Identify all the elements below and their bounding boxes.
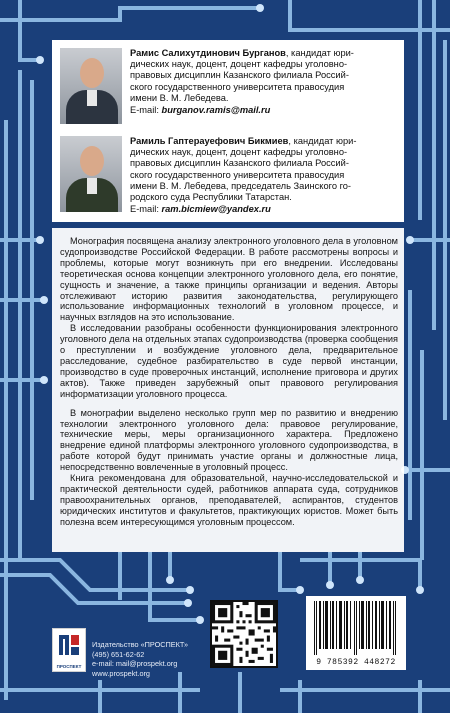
- annotation-paragraph: Книга рекомендована для образовательной, научно-исследовательской и практической деятельности судей, работников аппарата суда, сотрудников правоохранительных органов, преподавателей, аспирантов, студентов юридических институтов и факультетов, практикующих юристов. Может быть полезна всем интересующимся уголовным процессом.: [60, 473, 398, 527]
- annotation-paragraph: Монография посвящена анализу электронного уголовного дела в уголовном судопроизводстве Российской Федерации. В работе рассмотрены вопросы и проблемы, которые могут возникнуть при его внедрении. Исследованы теоретическая основа концепции электронного уголовного дела, его понятие, сущность и значение, а также принципы организации и ведения. Авторы отслеживают историю развития законодательства, регулирующего использование информационных технологий в уголовном процессе, и научных взглядов на это использование.: [60, 236, 398, 323]
- annotation-paragraph: В исследовании разобраны особенности функционирования электронного уголовного дела на отдельных этапах судопроизводства (проверка сообщения о преступлении и возбуждение уголовного дела, предварительное расследование, судебное разбирательство в суде первой инстанции, производство в суде проверочных инстанций, исполнение приговора и других актов). Также приведен зарубежный опыт правового регулирования информатизации уголовного процесса.: [60, 323, 398, 399]
- publisher-website[interactable]: www.prospekt.org: [92, 668, 150, 678]
- isbn-number: 9 785392 448272: [316, 658, 396, 667]
- author-2-photo: [60, 136, 122, 212]
- publisher-logo: [52, 628, 86, 672]
- author-1: [60, 48, 396, 128]
- publisher-name: Издательство «ПРОСПЕКТ»: [92, 640, 189, 649]
- author-2-email[interactable]: ram.bicmiew@yandex.ru: [161, 204, 271, 215]
- publisher-email[interactable]: e-mail: mail@prospekt.org: [92, 659, 178, 668]
- annotation-panel: [52, 228, 404, 552]
- publisher-info: [92, 640, 188, 678]
- publisher-phone: (495) 651-62-62: [92, 649, 145, 659]
- author-1-name: Рамис Салихутдинович Бурганов: [130, 48, 286, 58]
- barcode-bars: [312, 601, 400, 655]
- isbn-barcode: [306, 596, 406, 670]
- prospekt-logo-icon: [59, 633, 79, 657]
- author-1-email[interactable]: burganov.ramis@mail.ru: [161, 105, 271, 116]
- qr-code[interactable]: [210, 600, 278, 668]
- author-2: [60, 136, 396, 220]
- qr-code-image: [212, 602, 276, 666]
- annotation-paragraph: В монографии выделено несколько групп мер по развитию и внедрению технологии электронного уголовного дела: правовое регулирование, технические меры, меры организационного характера. Предложено внедрение единой платформы электронного уголовного судопроизводства, в работе которой будут принимать участие органы и должностные лица, непосредственно вовлеченные в уголовный процесс.: [60, 407, 398, 473]
- author-1-photo: [60, 48, 122, 124]
- authors-panel: [52, 40, 404, 222]
- author-2-bio: Рамиль Гаптерауефович Бикмиев, кандидат юри- дических наук, доцент, доцент кафедры уголовно- правовых дисциплин Казанского филиала Россий- ского государственного университета правосудия имени В. М. Лебедева, председатель Заинского го- родского суда Республики Татарстан. E-mail: ram.bicmiew@yandex.ru: [130, 136, 357, 215]
- author-1-bio: Рамис Салихутдинович Бурганов, кандидат юри- дических наук, доцент, доцент кафедры уголовно- правовых дисциплин Казанского филиала Россий- ского государственного университета правосудия имени В. М. Лебедева. E-mail: burganov.ramis@mail.ru: [130, 48, 354, 116]
- logo-label: ПРОСПЕКТ: [56, 664, 82, 669]
- author-2-name: Рамиль Гаптерауефович Бикмиев: [130, 136, 289, 146]
